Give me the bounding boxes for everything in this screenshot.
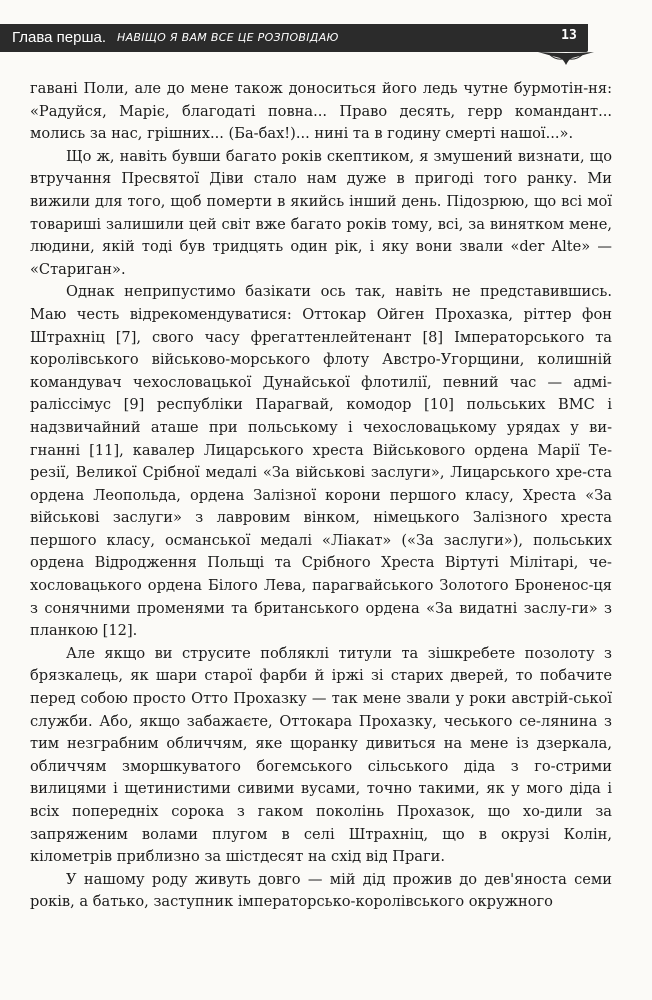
running-header [0, 24, 652, 56]
chapter-subtitle: НАВІЩО Я ВАМ ВСЕ ЦЕ РОЗПОВІДАЮ [117, 31, 339, 44]
ornament-icon [536, 50, 596, 66]
paragraph: Що ж, навіть бувши багато років скептиком, я змушений визнати, що втручання Пресвятої Діви стало нам дуже в пригоді того ранку. Ми вижили для того, щоб померти в якийсь інший день. Підозрюю, що всі мої товариші залишили цей світ вже багато років тому, всі, за винятком мене, людини, якій тоді був тридцять один рік, і яку вони звали «der Alte» — «Стариган». [30, 147, 612, 278]
paragraph: Однак неприпустимо базікати ось так, навіть не представившись. Маю честь відрекомендуватися: Оттокар Ойген Прохазка, ріттер фон Штрахніц [7], свого часу фрегаттенлейтенант [8] Імператорського та королівського військово-морського флоту Австро-Угорщини, колишній командувач чехословацької Дунайської флотилії, певний час — адмі-ралісcімус [9] республіки Парагвай, комодор [10] польських ВМС і надзвичайний аташе при польському і чехословацькому урядах у ви-гнанні [11], кавалер Лицарського хреста Військового ордена Марії Те-резії, Великої Срібної медалі «За військові заслуги», Лицарського хре-ста ордена Леопольда, ордена Залізної корони першого класу, Хреста «За військові заслуги» з лавровим вінком, німецького Залізного хреста першого класу, османської медалі «Ліакат» («За заслуги»), польських ордена Відродження Польщі та Срібного Хреста Віртуті Мілітарі, че-хословацького ордена Білого Лева, парагвайського Золотого Броненос-ця з сонячними променями та британського ордена «За видатні заслу-ги» з планкою [12]. [30, 283, 612, 640]
paragraph: У нашому роду живуть довго — мій дід прожив до дев'яноста семи років, а батько, заступник імператорсько-королівського окружного [30, 870, 612, 911]
header-bar [0, 24, 588, 52]
paragraph: гавані Поли, але до мене також доноситься його ледь чутне бурмотін-ня: «Радуйся, Маріє, благодаті повна... Право десять, герр командант... молись за нас, грішних... (Ба-бах!)... нині та в годину смерті нашої...». [30, 80, 612, 143]
page-number: 13 [561, 28, 577, 43]
body-text [30, 78, 612, 914]
chapter-title: Глава перша. [12, 29, 107, 46]
paragraph: Але якщо ви струсите побляклі титули та зішкребете позолоту з брязкалець, як шари старої фарби й іржі зі старих дверей, то побачите перед собою просто Отто Прохазку — так мене звали у роки австрій-ської служби. Або, якщо забажаєте, Оттокара Прохазку, чеського се-лянина з тим незграбним обличчям, яке щоранку дивиться на мене із дзеркала, обличчям зморшкуватого богемського сільського діда з го-стрими вилицями і щетинистими сивими вусами, точно такими, як у мого діда і всіх попередніх сорока з гаком поколінь Прохазок, що хо-дили за запряженим волами плугом в селі Штрахніц, що в окрузі Колін, кілометрів приблизно за шістдесят на схід від Праги. [30, 644, 612, 866]
